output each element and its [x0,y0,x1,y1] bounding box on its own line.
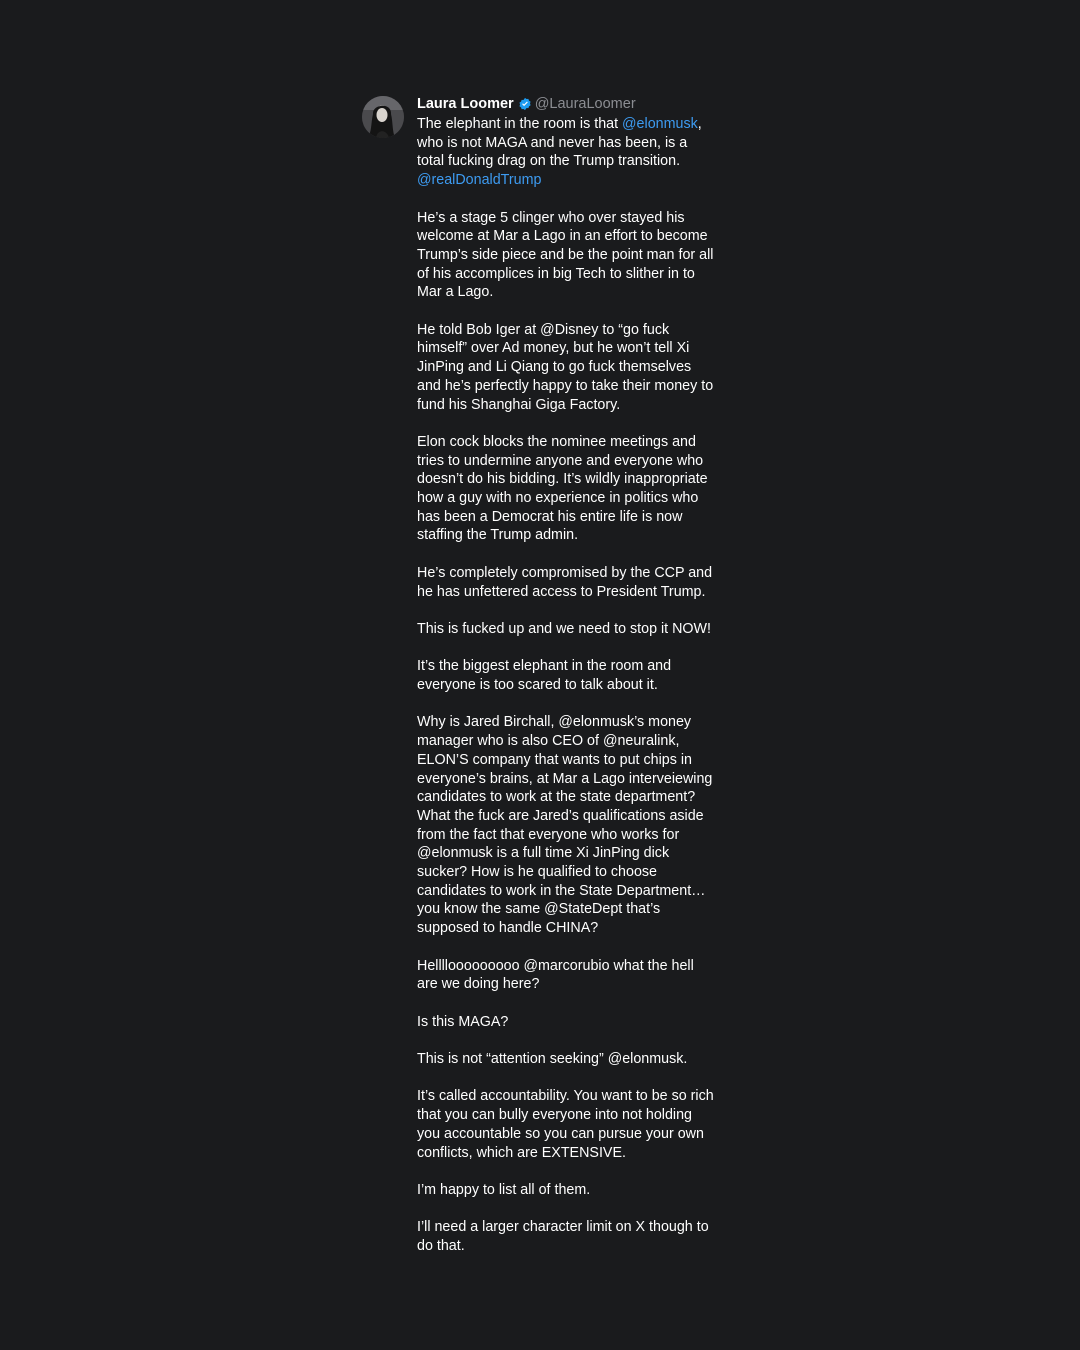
tweet-paragraph [417,957,717,994]
line-text: Is this MAGA? [417,1013,509,1030]
line-text: Trump’s side piece and be the point man for all [417,246,714,263]
tweet-line [417,676,717,695]
tweet-line [417,1144,717,1163]
tweet-line [417,657,717,676]
line-text: Hellllooooooooo @marcorubio what the hell [417,957,694,974]
tweet-line [417,265,717,284]
line-text: manager who is also CEO of @neuralink, [417,733,680,750]
tweet-line [417,751,717,770]
line-text: you accountable so you can pursue your own [417,1125,704,1142]
line-text: himself” over Ad money, but he won’t tell Xi [417,340,690,357]
line-text: @elonmusk is a full time Xi JinPing dick [417,845,670,862]
verified-badge-icon [518,97,532,111]
line-text: It’s the biggest elephant in the room and [417,658,672,675]
line-text: total fucking drag on the Trump transition. [417,153,681,170]
tweet-line [417,358,717,377]
line-text: Mar a Lago. [417,284,494,301]
tweet-line [417,583,717,602]
tweet-paragraph [417,1181,717,1200]
line-text: do that. [417,1237,465,1254]
tweet-paragraph [417,1218,717,1255]
line-text: candidates to work at the state department? [417,789,696,806]
tweet-paragraph [417,209,717,303]
tweet-line [417,975,717,994]
tweet-line [417,788,717,807]
line-text: , [697,116,702,132]
line-text: that you can bully everyone into not holding [417,1107,693,1124]
line-text: has been a Democrat his entire life is now [417,508,683,525]
author-handle[interactable]: @LauraLoomer [534,96,636,112]
line-text: This is not “attention seeking” @elonmusk. [417,1051,688,1067]
tweet-line [417,1218,717,1237]
line-text: This is fucked up and we need to stop it NOW! [417,620,712,637]
tweet-line [417,115,717,134]
tweet-line [417,957,717,976]
tweet-paragraph [417,321,717,415]
tweet-line [417,1050,717,1069]
tweet-line [417,283,717,302]
line-text: JinPing and Li Qiang to go fuck themselves [417,359,692,376]
tweet-line [417,713,717,732]
tweet-line [417,321,717,340]
tweet-paragraph [417,713,717,937]
line-text: of his accomplices in big Tech to slither in to [417,265,695,282]
line-text: ELON’S company that wants to put chips in [417,751,692,768]
line-text: sucker? How is he qualified to choose [417,864,658,881]
tweet-paragraph [417,620,717,639]
line-text: you know the same @StateDept that’s [417,901,661,918]
tweet-line [417,339,717,358]
tweet-line [417,1181,717,1200]
tweet-line [417,396,717,415]
line-text: how a guy with no experience in politics who [417,490,699,507]
line-text: Why is Jared Birchall, @elonmusk’s money [417,714,692,731]
line-text: from the fact that everyone who works for [417,826,680,843]
tweet-line [417,508,717,527]
tweet-line [417,564,717,583]
line-text: doesn’t do his bidding. It’s wildly inappropriate [417,471,708,488]
line-text: everyone is too scared to talk about it. [417,677,658,693]
tweet-line [417,620,717,639]
line-text: Elon cock blocks the nominee meetings and [417,433,696,450]
line-text: are we doing here? [417,976,540,993]
tweet-line [417,900,717,919]
line-text: What the fuck are Jared’s qualifications aside [417,807,704,824]
tweet-paragraph [417,1087,717,1162]
line-text: tries to undermine anyone and everyone who [417,452,704,469]
tweet-line [417,732,717,751]
avatar-image [362,96,404,138]
line-text: It’s called accountability. You want to be so rich [417,1088,714,1105]
tweet-content [417,94,717,1256]
line-text: welcome at Mar a Lago in an effort to become [417,228,708,245]
mention-link[interactable]: @elonmusk [622,116,698,132]
tweet-line [417,770,717,789]
mention-link[interactable]: @realDonaldTrump [417,172,542,189]
line-text: I’m happy to list all of them. [417,1181,591,1198]
tweet-line [417,152,717,171]
tweet-line [417,1106,717,1125]
line-text: everyone’s brains, at Mar a Lago interveiewing [417,770,713,787]
tweet-line [417,526,717,545]
tweet-line [417,433,717,452]
tweet-line [417,489,717,508]
tweet-line [417,377,717,396]
tweet-line [417,171,717,190]
line-text: staffing the Trump admin. [417,527,579,544]
line-text: He told Bob Iger at @Disney to “go fuck [417,321,670,338]
tweet-line [417,246,717,265]
tweet-line [417,1125,717,1144]
tweet-paragraph [417,1013,717,1032]
avatar[interactable] [362,96,404,138]
tweet-paragraph [417,115,717,190]
line-text: and he’s perfectly happy to take their money to [417,377,714,394]
tweet-line [417,470,717,489]
tweet-header [417,94,717,114]
line-text: fund his Shanghai Giga Factory. [417,396,621,413]
line-text: supposed to handle CHINA? [417,920,599,937]
tweet-line [417,227,717,246]
tweet-line [417,882,717,901]
tweet-paragraph [417,657,717,694]
tweet-paragraph [417,564,717,601]
tweet-line [417,1013,717,1032]
author-name[interactable]: Laura Loomer [417,96,514,112]
tweet-line [417,919,717,938]
tweet-line [417,1087,717,1106]
tweet-line [417,209,717,228]
line-text: who is not MAGA and never has been, is a [417,134,688,151]
line-text: conflicts, which are EXTENSIVE. [417,1144,626,1161]
tweet-text [417,115,717,1256]
tweet-line [417,826,717,845]
tweet-line [417,1237,717,1256]
tweet-line [417,863,717,882]
line-text: he has unfettered access to President Trump. [417,583,706,600]
line-text: He’s a stage 5 clinger who over stayed his [417,209,685,226]
tweet-line [417,452,717,471]
line-text: He’s completely compromised by the CCP and [417,564,713,581]
tweet-line [417,844,717,863]
tweet-line [417,807,717,826]
line-text: I’ll need a larger character limit on X though to [417,1219,709,1236]
line-text: candidates to work in the State Department… [417,882,706,899]
tweet-line [417,134,717,153]
tweet-paragraph [417,1050,717,1069]
tweet-paragraph [417,433,717,545]
line-text: The elephant in the room is that [417,116,623,132]
